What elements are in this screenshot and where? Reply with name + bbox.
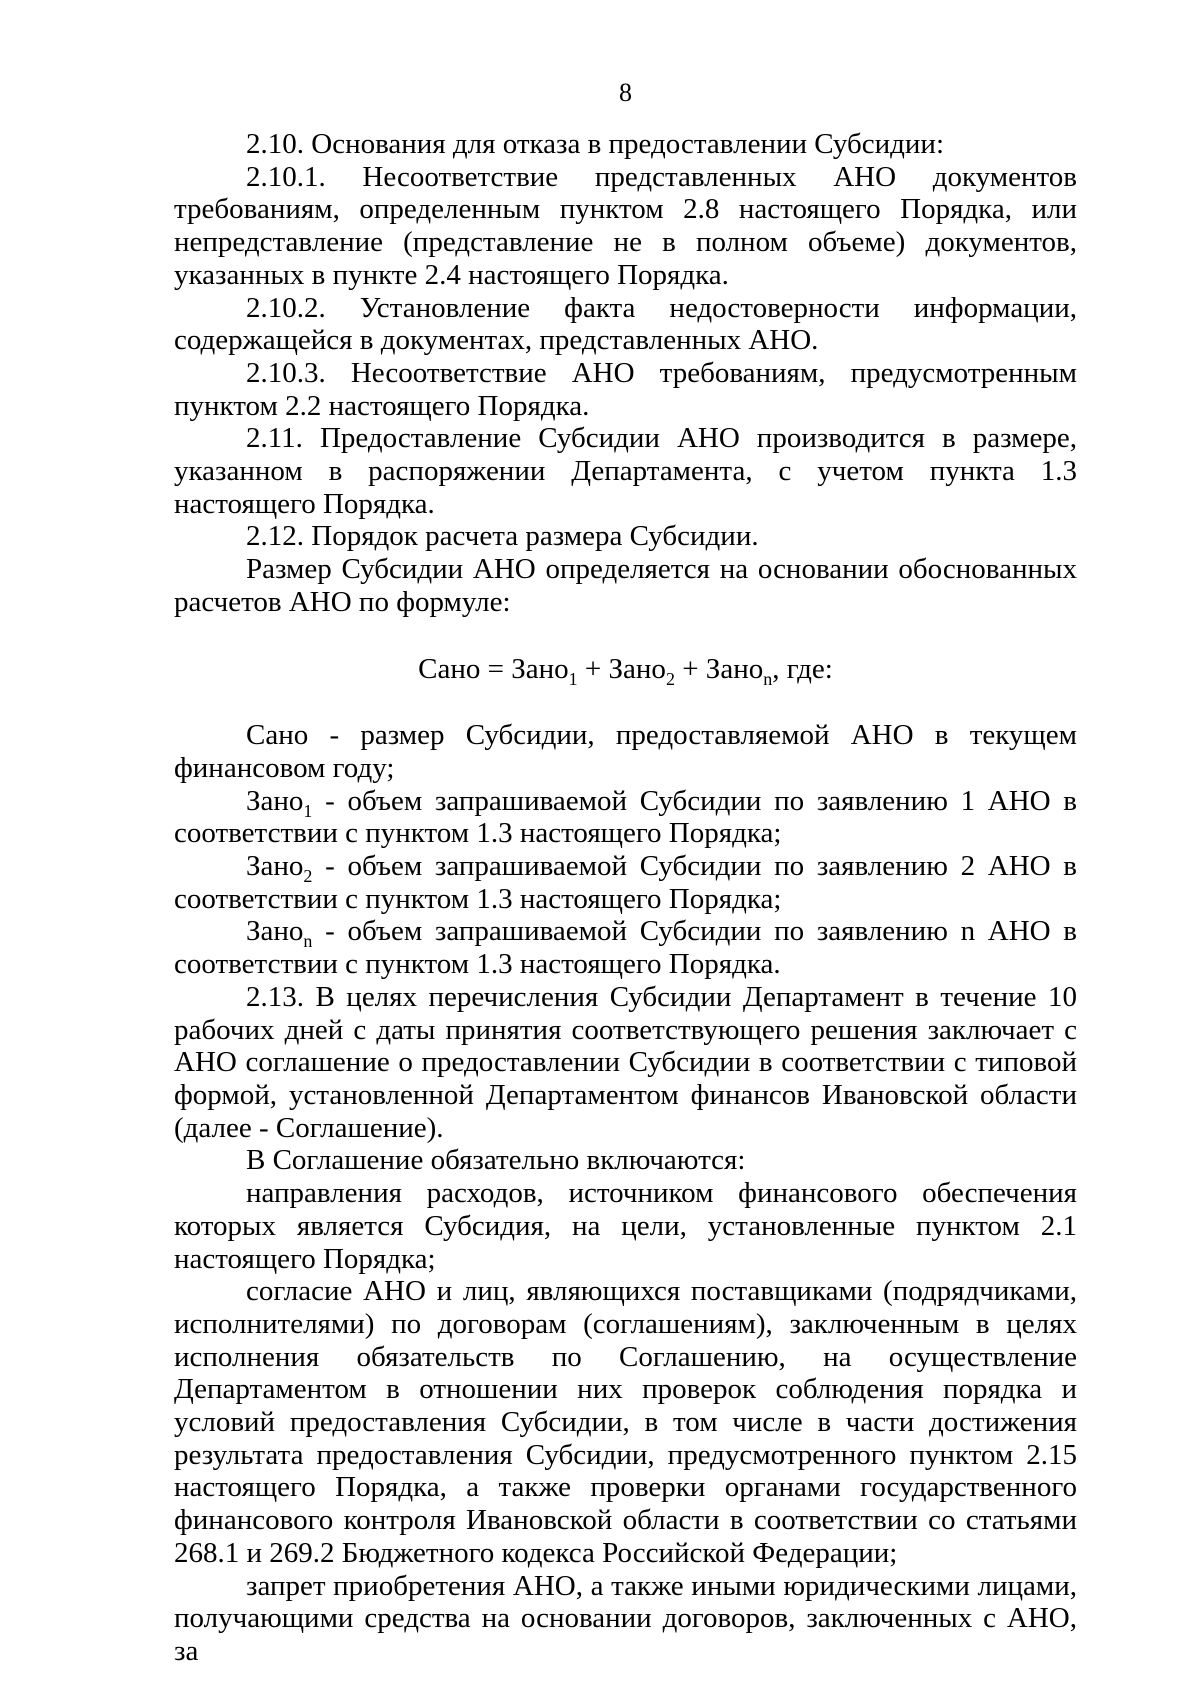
zano-1-sub: 1 <box>303 800 313 821</box>
paragraph-consent: согласие АНО и лиц, являющихся поставщиками (подрядчиками, исполнителями) по договорам (соглашениям), заключенным в целях исполнения обязательств по Соглашению, на осуществление Департаментом в отношении них проверок соблюдения порядка и условий предоставления Субсидии, в том числе в части достижения результата предоставления Субсидии, предусмотренного пунктом 2.15 настоящего Порядка, а также проверки органами государственного финансового контроля Ивановской области в соответствии со статьями 268.1 и 269.2 Бюджетного кодекса Российской Федерации; <box>174 1275 1077 1569</box>
page-number: 8 <box>619 78 632 107</box>
formula-tail: , где: <box>772 652 833 685</box>
definition-zano-n <box>174 915 1077 980</box>
formula-term-n: Зано <box>705 652 764 685</box>
formula-sub-1: 1 <box>568 668 578 689</box>
paragraph-expense-directions: направления расходов, источником финансового обеспечения которых является Субсидия, на цели, установленные пунктом 2.1 настоящего Порядка; <box>174 1177 1077 1275</box>
zano-1-text: - объем запрашиваемой Субсидии по заявлению 1 АНО в соответствии с пунктом 1.3 настоящего Порядка; <box>174 784 1077 850</box>
subsidy-formula <box>174 652 1077 689</box>
paragraph-formula-intro: Размер Субсидии АНО определяется на основании обоснованных расчетов АНО по формуле: <box>174 553 1077 618</box>
paragraph-2-10-3: 2.10.3. Несоответствие АНО требованиям, предусмотренным пунктом 2.2 настоящего Порядка. <box>174 356 1077 422</box>
paragraph-2-13: 2.13. В целях перечисления Субсидии Департамент в течение 10 рабочих дней с даты принятия соответствующего решения заключает с АНО соглашение о предоставлении Субсидии в соответствии с типовой формой, установленной Департаментом финансов Ивановской области (далее - Соглашение). <box>174 980 1077 1144</box>
document-body <box>174 128 1077 1668</box>
paragraph-2-10-1: 2.10.1. Несоответствие представленных АНО документов требованиям, определенным пунктом 2.8 настоящего Порядка, или непредставление (представление не в полном объеме) документов, указанных в пункте 2.4 настоящего Порядка. <box>174 160 1077 291</box>
paragraph-purchase-ban: запрет приобретения АНО, а также иными юридическими лицами, получающими средства на основании договоров, заключенных с АНО, за <box>174 1569 1077 1667</box>
formula-sub-n: n <box>763 668 773 689</box>
formula-term-1: Зано <box>511 652 569 685</box>
paragraph-2-11: 2.11. Предоставление Субсидии АНО производится в размере, указанном в распоряжении Департамента, с учетом пункта 1.3 настоящего Порядка. <box>174 422 1077 520</box>
formula-lhs: Сано = <box>418 652 512 685</box>
zano-2-term: Зано <box>246 850 304 883</box>
paragraph-2-10: 2.10. Основания для отказа в предоставлении Субсидии: <box>246 128 944 160</box>
zano-1-term: Зано <box>246 784 304 817</box>
formula-sub-2: 2 <box>665 668 675 689</box>
paragraph-2-12: 2.12. Порядок расчета размера Субсидии. <box>246 520 759 553</box>
definition-sano: Сано - размер Субсидии, предоставляемой АНО в текущем финансовом году; <box>174 719 1077 784</box>
definition-zano-1 <box>174 785 1077 850</box>
zano-2-sub: 2 <box>303 865 313 886</box>
paragraph-agreement-includes: В Соглашение обязательно включаются: <box>246 1144 746 1177</box>
formula-plus-2: + <box>674 652 706 685</box>
paragraph-2-10-2: 2.10.2. Установление факта недостоверности информации, содержащейся в документах, представленных АНО. <box>174 291 1077 357</box>
formula-plus-1: + <box>577 652 609 685</box>
zano-2-text: - объем запрашиваемой Субсидии по заявлению 2 АНО в соответствии с пунктом 1.3 настоящего Порядка; <box>174 850 1077 915</box>
zano-n-sub: n <box>303 931 313 952</box>
definition-zano-2 <box>174 850 1077 915</box>
zano-n-text: - объем запрашиваемой Субсидии по заявлению n АНО в соответствии с пунктом 1.3 настоящего Порядка. <box>174 915 1077 981</box>
zano-n-term: Зано <box>246 915 304 948</box>
formula-term-2: Зано <box>608 652 666 685</box>
